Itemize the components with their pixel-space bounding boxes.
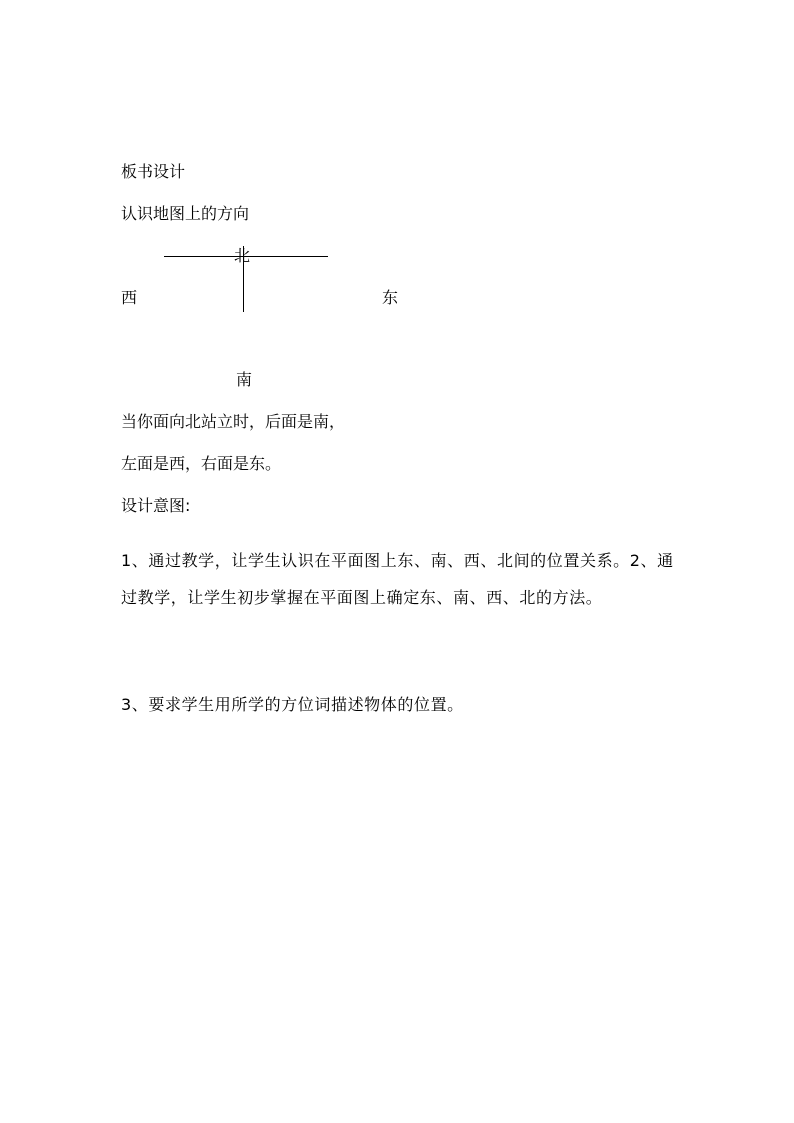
direction-rule-line-2: 左面是西，右面是东。	[121, 454, 282, 473]
east-label: 东	[382, 288, 399, 307]
lesson-title: 认识地图上的方向	[121, 204, 250, 223]
design-intent-title: 设计意图:	[121, 496, 191, 515]
board-design-heading: 板书设计	[121, 162, 186, 181]
south-label: 南	[236, 370, 253, 389]
compass-diagram	[110, 238, 410, 398]
direction-rule-line-1: 当你面向北站立时，后面是南，	[121, 412, 346, 431]
design-intent-paragraph-1: 1、通过教学，让学生认识在平面图上东、南、西、北间的位置关系。2、通过教学，让学生初步掌握在平面图上确定东、南、西、北的方法。	[121, 551, 674, 607]
design-intent-paragraph-2: 3、要求学生用所学的方位词描述物体的位置。	[121, 695, 464, 714]
west-label: 西	[121, 288, 138, 307]
north-label: 北	[234, 246, 251, 265]
